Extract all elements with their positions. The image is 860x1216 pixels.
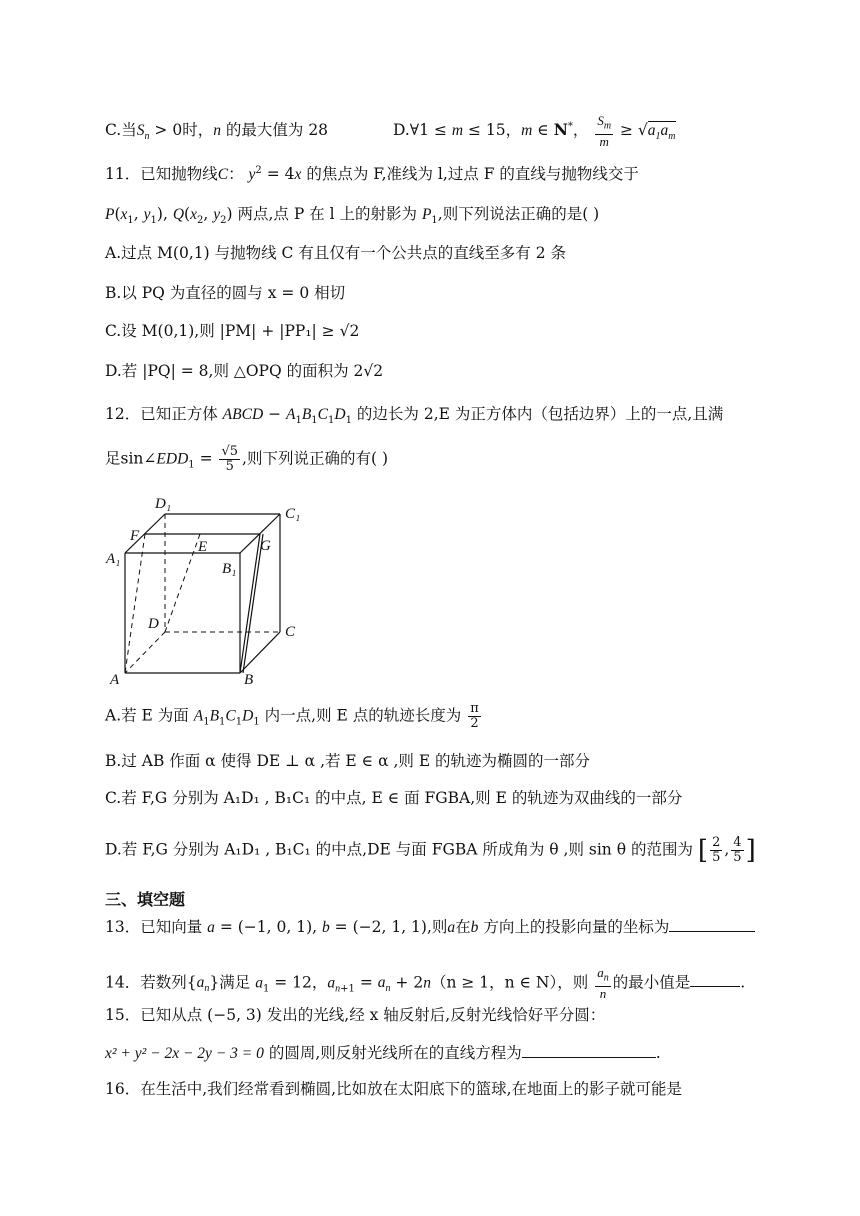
q12-option-c: C.若 F,G 分别为 A₁D₁ , B₁C₁ 的中点, E ∈ 面 FGBA,则 E 的轨迹为双曲线的一部分 [105, 789, 683, 807]
q10-option-c: C.当$S_n > 0$时，n 的最大值为 28 [105, 121, 329, 143]
section-title: 三、填空题 [105, 890, 186, 909]
q10-option-d: D.∀1 ≤ m ≤ 15，m ∈ N*， $\frac{S_m}{m}$ ≥ $√a_1a_m$ [392, 113, 676, 149]
label-a: A [110, 672, 120, 688]
q12-stem-line1: 12．已知正方体 ABCD − $A_1B_1C_1D_1$ 的边长为 2,E 为正方体内（包括边界）上的一点,且满 [105, 405, 724, 427]
q11-option-a: A.过点 M(0,1) 与抛物线 C 有且仅有一个公共点的直线至多有 2 条 [105, 244, 567, 262]
q12-option-b: B.过 AB 作面 α 使得 DE ⊥ α ,若 E ∈ α ,则 E 的轨迹为椭圆的一部分 [105, 752, 591, 770]
label-b: B [244, 672, 254, 688]
q12-option-d: D.若 F,G 分别为 A₁D₁ , B₁C₁ 的中点,DE 与面 FGBA 所成角为 θ ,则 sin θ 的范围为 [ $\frac{2}{5}$ , $\frac{4}{5}$ ] [105, 835, 756, 866]
label-d: D [148, 616, 159, 632]
answer-blank[interactable] [690, 972, 740, 987]
answer-blank[interactable] [522, 1043, 656, 1058]
q12-stem-line2: 足$\sin\angle EDD_1$ = $\frac{√5}{5}$ ,则下列说正确的有( ) [105, 444, 388, 474]
q15-stem-line2: x² + y² − 2x − 2y − 3 = 0 的圆周,则反射光线所在的直线方程为 . [105, 1044, 661, 1062]
label-f: F [130, 528, 140, 544]
q11-option-b: B.以 PQ 为直径的圆与 x = 0 相切 [105, 284, 346, 302]
q11-stem-line2: $P(x_1$, $y_1$), $Q(x_2$, $y_2$) 两点,点 P 在 l 上的射影为 $P_1$,则下列说法正确的是( ) [105, 205, 600, 227]
label-c: C [285, 624, 296, 640]
label-e: E [198, 539, 208, 555]
cube-figure [100, 488, 320, 688]
label-g: G [260, 538, 271, 554]
label-c1: C₁ [285, 506, 301, 522]
q11-option-d: D.若 |PQ| = 8,则 △OPQ 的面积为 2√2 [105, 362, 384, 380]
q13-stem: 13．已知向量 a = (−1, 0, 1), b = (−2, 1, 1),则a在b 方向上的投影向量的坐标为 [105, 916, 755, 939]
q16-stem: 16．在生活中,我们经常看到椭圆,比如放在太阳底下的篮球,在地面上的影子就可能是 [105, 1080, 683, 1098]
q10-options [105, 114, 676, 149]
label-a1: A₁ [106, 551, 121, 567]
q11-option-c: C.设 M(0,1),则 |PM| + |PP₁| ≥ √2 [105, 322, 360, 340]
answer-blank[interactable] [669, 917, 755, 932]
q15-stem-line1: 15．已知从点 (−5, 3) 发出的光线,经 x 轴反射后,反射光线恰好平分圆： [105, 1006, 606, 1024]
q14-stem: 14．若数列$\{a_n\}$满足 $a_1 = 12$，$a_{n+1} = a_n + 2n(n \ge 1$，n ∈ N），则 $\frac{a_n}{n}$ 的最小值是 . [105, 965, 746, 1001]
q12-option-a: A.若 E 为面 $A_1B_1C_1D_1$ 内一点,则 E 点的轨迹长度为 $\frac{\pi}{2}$ [105, 701, 479, 731]
label-b1: B₁ [222, 561, 237, 577]
label-d1: D₁ [155, 496, 172, 512]
q11-stem-line1: 11．已知抛物线C： $y^2 = 4x$ 的焦点为 F,准线为 l,过点 F 的直线与抛物线交于 [105, 165, 639, 184]
